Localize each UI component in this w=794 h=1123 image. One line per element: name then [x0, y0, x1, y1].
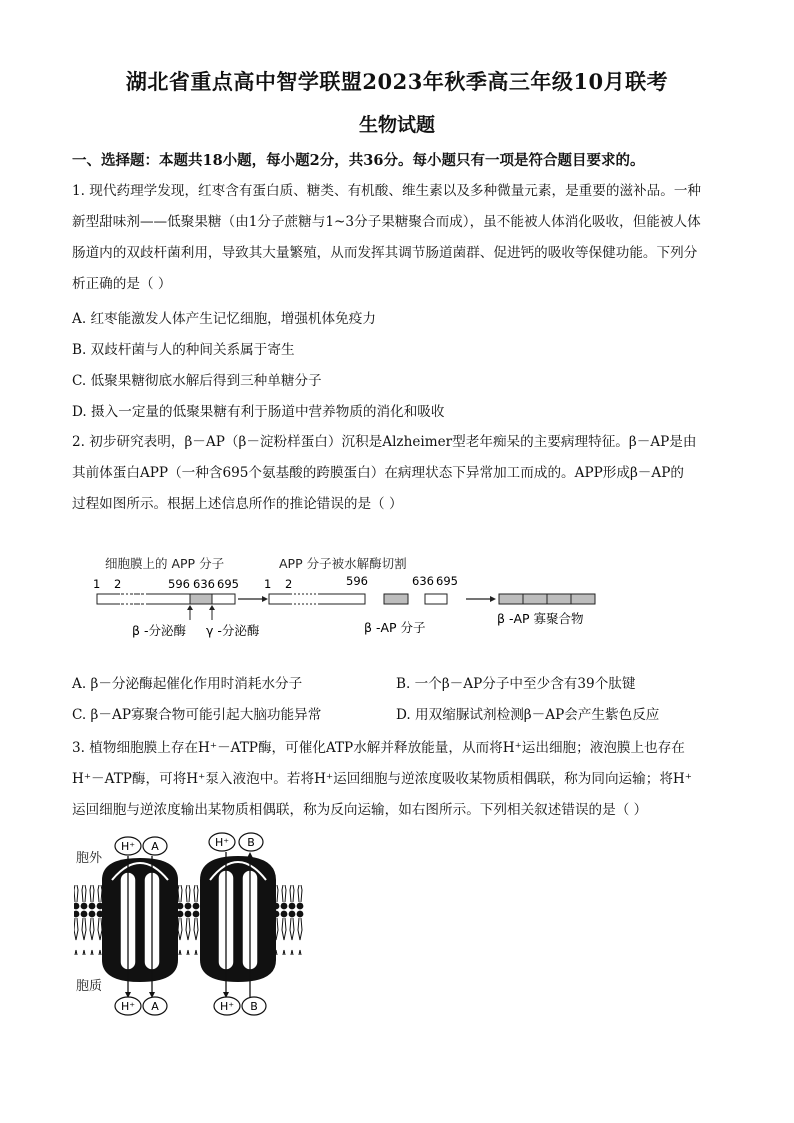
svg-text:B: B — [250, 1000, 258, 1013]
beta-secretase-label: β -分泌酶 — [132, 623, 186, 638]
section-heading: 一、选择题：本题共18小题，每小题2分，共36分。每小题只有一项是符合题目要求的。 — [72, 152, 645, 169]
app-molecule — [97, 594, 235, 604]
app-cleavage-figure — [0, 545, 794, 645]
beta-ap-label: β -AP 分子 — [364, 620, 426, 635]
arrow-right-icon — [238, 596, 268, 602]
gamma-secretase-arrow-icon — [209, 605, 215, 620]
beta-secretase-arrow-icon — [187, 605, 193, 620]
h-ion-inside-right — [214, 997, 240, 1015]
q3-line: 3. 植物细胞膜上存在H⁺－ATP酶，可催化ATP水解并释放能量，从而将H⁺运出细胞；液泡膜上也存在 — [72, 740, 685, 756]
a-solute-inside — [143, 997, 167, 1015]
h-ion-outside-left — [115, 837, 141, 855]
q1-line: 肠道内的双歧杆菌利用，导致其大量繁殖，从而发挥其调节肠道菌群、促进钙的吸收等保健功能。下列分 — [72, 245, 698, 261]
q2-line: 其前体蛋白APP（一种含695个氨基酸的跨膜蛋白）在病理状态下异常加工而成的。APP形成β－AP的 — [72, 465, 684, 481]
fragment-residue-2: 2 — [285, 577, 293, 591]
h-ion-inside-left — [115, 997, 141, 1015]
svg-text:B: B — [247, 836, 255, 849]
q1-line: 新型甜味剂——低聚果糖（由1分子蔗糖与1~3分子果糖聚合而成），虽不能被人体消化吸收，但能被人体 — [72, 214, 701, 230]
svg-text:H⁺: H⁺ — [120, 1000, 136, 1013]
a-solute-outside — [143, 837, 167, 855]
label-app-cleaved: APP 分子被水解酶切割 — [279, 556, 407, 571]
n-terminal-fragment — [269, 594, 365, 604]
q3-line: 运回细胞与逆浓度输出某物质相偶联，称为反向运输，如右图所示。下列相关叙述错误的是（ ） — [72, 802, 648, 818]
c-terminal-fragment — [425, 594, 447, 604]
cotransport-figure — [0, 825, 330, 1025]
q1-line: 析正确的是（ ） — [72, 276, 172, 292]
arrow-up-icon — [247, 852, 253, 858]
q1-option-b: B. 双歧杆菌与人的种间关系属于寄生 — [72, 342, 295, 358]
question-2-stem — [72, 427, 724, 520]
symporter-protein — [102, 858, 178, 982]
gamma-secretase-label: γ -分泌酶 — [206, 623, 260, 638]
fragment-residue-596: 596 — [346, 574, 368, 588]
oligomer-label: β -AP 寡聚合物 — [497, 611, 584, 626]
svg-text:H⁺: H⁺ — [214, 836, 230, 849]
q2-line: 过程如图所示。根据上述信息所作的推论错误的是（ ） — [72, 496, 403, 512]
residue-1: 1 — [93, 577, 101, 591]
svg-text:H⁺: H⁺ — [120, 840, 136, 853]
b-solute-outside — [239, 833, 263, 851]
question-3-stem — [72, 733, 724, 826]
cytoplasm-label: 胞质 — [76, 979, 103, 994]
question-1-stem — [72, 176, 724, 300]
fragment-residue-636: 636 — [412, 574, 434, 588]
q1-option-c: C. 低聚果糖彻底水解后得到三种单糖分子 — [72, 373, 322, 389]
residue-596: 596 — [168, 577, 190, 591]
svg-text:H⁺: H⁺ — [219, 1000, 235, 1013]
outside-label: 胞外 — [76, 851, 103, 866]
antiporter-protein — [200, 856, 276, 982]
q2-option-d: D. 用双缩脲试剂检测β－AP会产生紫色反应 — [396, 707, 660, 723]
svg-text:A: A — [151, 840, 159, 853]
fragment-residue-1: 1 — [264, 577, 272, 591]
beta-ap-fragment — [384, 594, 408, 604]
q1-option-a: A. 红枣能激发人体产生记忆细胞，增强机体免疫力 — [72, 311, 376, 327]
q1-line: 1. 现代药理学发现，红枣含有蛋白质、糖类、有机酸、维生素以及多种微量元素，是重要的滋补品。一种 — [72, 183, 702, 199]
label-app-on-membrane: 细胞膜上的 APP 分子 — [105, 556, 225, 571]
q2-option-a: A. β－分泌酶起催化作用时消耗水分子 — [72, 676, 303, 692]
q1-option-d: D. 摄入一定量的低聚果糖有利于肠道中营养物质的消化和吸收 — [72, 404, 445, 420]
residue-2: 2 — [114, 577, 122, 591]
svg-text:A: A — [151, 1000, 159, 1013]
q2-line: 2. 初步研究表明，β－AP（β－淀粉样蛋白）沉积是Alzheimer型老年痴呆的主要病理特征。β－AP是由 — [72, 434, 697, 450]
q2-option-c: C. β－AP寡聚合物可能引起大脑功能异常 — [72, 707, 322, 723]
beta-ap-oligomer — [499, 594, 595, 604]
exam-subject: 生物试题 — [358, 114, 435, 136]
b-solute-inside — [242, 997, 266, 1015]
exam-title: 湖北省重点高中智学联盟2023年秋季高三年级10月联考 — [125, 69, 669, 94]
residue-695: 695 — [217, 577, 239, 591]
q2-option-b: B. 一个β－AP分子中至少含有39个肽键 — [396, 676, 636, 692]
h-ion-outside-right — [209, 833, 235, 851]
residue-636: 636 — [193, 577, 215, 591]
q3-line: H⁺－ATP酶，可将H⁺泵入液泡中。若将H⁺运回细胞与逆浓度吸收某物质相偶联，称为同向运输；将H⁺ — [72, 771, 692, 787]
fragment-residue-695: 695 — [436, 574, 458, 588]
arrow-right-icon — [466, 596, 496, 602]
